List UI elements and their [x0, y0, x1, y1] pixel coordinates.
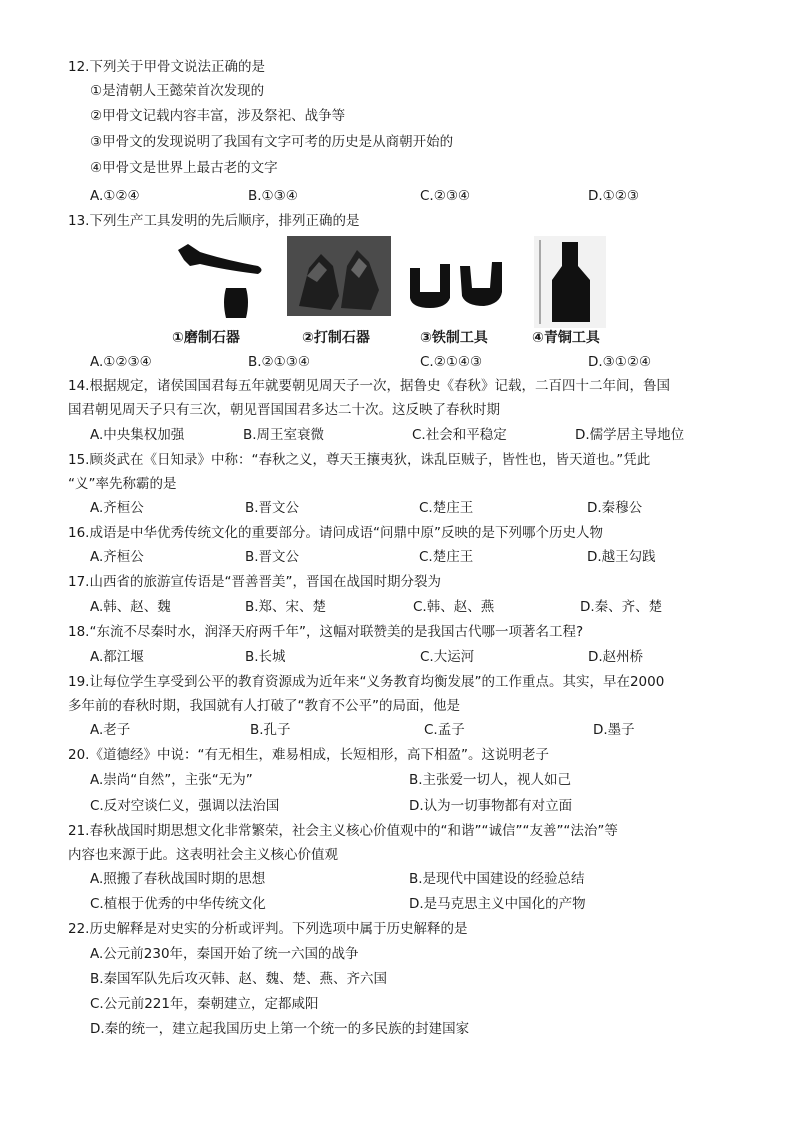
q13-option-b: B.②①③④ [248, 354, 310, 370]
q18-option-c: C.大运河 [420, 649, 475, 665]
q21-option-b: B.是现代中国建设的经验总结 [409, 871, 585, 887]
q12-statement-1: ①是清朝人王懿荣首次发现的 [90, 83, 265, 99]
q16-option-a: A.齐桓公 [90, 549, 144, 565]
q17-option-d: D.秦、齐、楚 [580, 599, 663, 615]
q15-stem-line1: 15.顾炎武在《日知录》中称：“春秋之义，尊天王攘夷狄，诛乱臣贼子，皆性也，皆天道也。”凭此 [68, 452, 651, 468]
q21-stem-line1: 21.春秋战国时期思想文化非常繁荣，社会主义核心价值观中的“和谐”“诚信”“友善”“法治”等 [68, 823, 618, 839]
q19-option-c: C.孟子 [424, 722, 465, 738]
q22-stem: 22.历史解释是对史实的分析或评判。下列选项中属于历史解释的是 [68, 921, 468, 937]
q20-option-a: A.崇尚“自然”，主张“无为” [90, 772, 253, 788]
q12-stem: 12.下列关于甲骨文说法正确的是 [68, 59, 265, 75]
q20-option-d: D.认为一切事物都有对立面 [409, 798, 573, 814]
q19-stem-line1: 19.让每位学生享受到公平的教育资源成为近年来“义务教育均衡发展”的工作重点。其实，早在2000 [68, 674, 665, 690]
q12-statement-2: ②甲骨文记载内容丰富，涉及祭祀、战争等 [90, 108, 346, 124]
q12-option-b: B.①③④ [248, 188, 298, 204]
q22-option-d: D.秦的统一，建立起我国历史上第一个统一的多民族的封建国家 [90, 1021, 470, 1037]
q21-option-a: A.照搬了春秋战国时期的思想 [90, 871, 266, 887]
q14-stem-line1: 14.根据规定，诸侯国国君每五年就要朝见周天子一次，据鲁史《春秋》记载，二百四十二年间，鲁国 [68, 378, 670, 394]
q12-statement-3: ③甲骨文的发现说明了我国有文字可考的历史是从商朝开始的 [90, 134, 454, 150]
caption-iron-tools: ③铁制工具 [420, 330, 488, 346]
q12-option-a: A.①②④ [90, 188, 140, 204]
q16-option-d: D.越王勾践 [587, 549, 656, 565]
chipped-stone-tool-image [287, 236, 391, 316]
tools-figure [170, 236, 610, 348]
caption-bronze-tools: ④青铜工具 [532, 330, 600, 346]
q14-option-a: A.中央集权加强 [90, 427, 185, 443]
q15-option-c: C.楚庄王 [419, 500, 474, 516]
q15-option-d: D.秦穆公 [587, 500, 643, 516]
q21-stem-line2: 内容也来源于此。这表明社会主义核心价值观 [68, 847, 338, 863]
q19-option-d: D.墨子 [593, 722, 635, 738]
polished-stone-tool-image [170, 236, 270, 321]
q16-stem: 16.成语是中华优秀传统文化的重要部分。请问成语“问鼎中原”反映的是下列哪个历史人物 [68, 525, 603, 541]
iron-tools-image [406, 236, 518, 316]
q20-stem: 20.《道德经》中说：“有无相生，难易相成，长短相形，高下相盈”。这说明老子 [68, 747, 549, 763]
q16-option-c: C.楚庄王 [419, 549, 474, 565]
q17-option-b: B.郑、宋、楚 [245, 599, 327, 615]
q13-option-d: D.③①②④ [588, 354, 652, 370]
q15-stem-line2: “义”率先称霸的是 [68, 476, 177, 492]
q19-stem-line2: 多年前的春秋时期，我国就有人打破了“教育不公平”的局面，他是 [68, 698, 460, 714]
q18-option-a: A.都江堰 [90, 649, 144, 665]
q22-option-b: B.秦国军队先后攻灭韩、赵、魏、楚、燕、齐六国 [90, 971, 388, 987]
q14-option-d: D.儒学居主导地位 [575, 427, 685, 443]
q12-option-c: C.②③④ [420, 188, 471, 204]
q15-option-b: B.晋文公 [245, 500, 300, 516]
q19-option-a: A.老子 [90, 722, 131, 738]
q18-option-d: D.赵州桥 [588, 649, 644, 665]
q21-option-d: D.是马克思主义中国化的产物 [409, 896, 586, 912]
q21-option-c: C.植根于优秀的中华传统文化 [90, 896, 266, 912]
q16-option-b: B.晋文公 [245, 549, 300, 565]
q12-statement-4: ④甲骨文是世界上最古老的文字 [90, 160, 278, 176]
q18-stem: 18.“东流不尽秦时水，润泽天府两千年”，这幅对联赞美的是我国古代哪一项著名工程? [68, 624, 584, 640]
q19-option-b: B.孔子 [250, 722, 291, 738]
q14-option-c: C.社会和平稳定 [412, 427, 507, 443]
q14-option-b: B.周王室衰微 [243, 427, 325, 443]
q20-option-c: C.反对空谈仁义，强调以法治国 [90, 798, 280, 814]
q22-option-a: A.公元前230年，秦国开始了统一六国的战争 [90, 946, 359, 962]
q17-stem: 17.山西省的旅游宣传语是“晋善晋美”，晋国在战国时期分裂为 [68, 574, 441, 590]
q13-stem: 13.下列生产工具发明的先后顺序，排列正确的是 [68, 213, 360, 229]
q18-option-b: B.长城 [245, 649, 286, 665]
bronze-tool-image [534, 236, 606, 328]
q17-option-c: C.韩、赵、燕 [413, 599, 495, 615]
q17-option-a: A.韩、赵、魏 [90, 599, 171, 615]
q14-stem-line2: 国君朝见周天子只有三次，朝见晋国国君多达二十次。这反映了春秋时期 [68, 402, 500, 418]
q22-option-c: C.公元前221年，秦朝建立，定都咸阳 [90, 996, 319, 1012]
q13-option-c: C.②①④③ [420, 354, 483, 370]
caption-polished-stone: ①磨制石器 [172, 330, 240, 346]
q15-option-a: A.齐桓公 [90, 500, 144, 516]
caption-chipped-stone: ②打制石器 [302, 330, 370, 346]
q12-option-d: D.①②③ [588, 188, 639, 204]
q13-option-a: A.①②③④ [90, 354, 152, 370]
q20-option-b: B.主张爱一切人，视人如己 [409, 772, 572, 788]
